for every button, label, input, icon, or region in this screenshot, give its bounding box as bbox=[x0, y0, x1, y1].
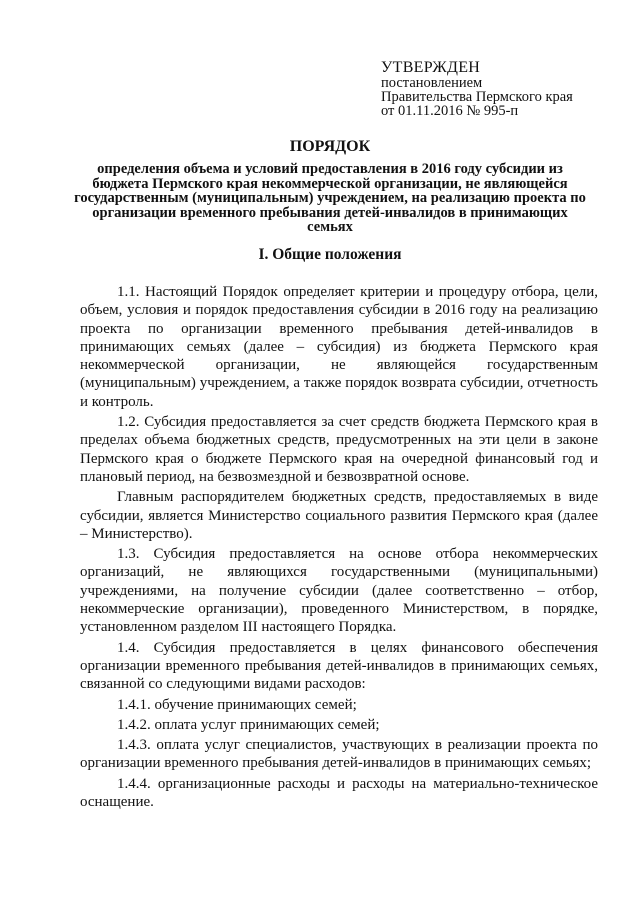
paragraph-1-4-4: 1.4.4. организационные расходы и расходы на материально-техническое оснащение. bbox=[80, 775, 598, 811]
approval-line-2: Правительства Пермского края bbox=[381, 89, 573, 105]
paragraph-1-1: 1.1. Настоящий Порядок определяет критерии и процедуру отбора, цели, объем, условия и порядок предоставления субсидии в 2016 году на реализацию проекта по организации временного пребывания детей-инвалидов в принимающих семьях (далее – субсидия) из бюджета Пермского края некоммерческой организации, не являющейся государственным (муниципальным) учреждением, а также порядок возврата субсидии, отчетность и контроль. bbox=[80, 284, 598, 410]
paragraph-1-2: 1.2. Субсидия предоставляется за счет средств бюджета Пермского края в пределах объема бюджетных средств, предусмотренных на эти цели в законе Пермского края о бюджете Пермского края на очередной финансовый год и плановый период, на безвозмездной и безвозвратной основе. bbox=[80, 414, 598, 485]
paragraph-1-4-2: 1.4.2. оплата услуг принимающих семей; bbox=[117, 716, 380, 733]
paragraph-1-4-1: 1.4.1. обучение принимающих семей; bbox=[117, 696, 357, 713]
document-body bbox=[80, 283, 598, 813]
document-subtitle: определения объема и условий предоставления в 2016 году субсидии из бюджета Пермского края некоммерческой организации, не являющейся государственным (муниципальным) учреждением, на реализацию проекта по организации временного пребывания детей-инвалидов в принимающих семьях bbox=[74, 161, 586, 236]
document-title: ПОРЯДОК bbox=[289, 138, 371, 155]
approval-line-3: от 01.11.2016 № 995-п bbox=[381, 103, 519, 119]
paragraph-1-4-3: 1.4.3. оплата услуг специалистов, участвующих в реализации проекта по организации временного пребывания детей-инвалидов в принимающих семьях; bbox=[80, 737, 598, 772]
approval-line-1: постановлением bbox=[381, 75, 483, 91]
paragraph-1-4: 1.4. Субсидия предоставляется в целях финансового обеспечения организации временного пребывания детей-инвалидов в принимающих семьях, связанной со следующими видами расходов: bbox=[80, 639, 598, 693]
paragraph-chief-administrator: Главным распорядителем бюджетных средств, предоставляемых в виде субсидии, является Министерство социального развития Пермского края (далее – Министерство). bbox=[80, 489, 598, 542]
approval-stamp bbox=[381, 60, 573, 118]
approval-heading: УТВЕРЖДЕН bbox=[381, 59, 481, 76]
paragraph-1-3: 1.3. Субсидия предоставляется на основе отбора некоммерческих организаций, не являющихся государственными (муниципальными) учреждениями, на получение субсидии (далее соответственно – отбор, некоммерческие организации), проведенного Министерством, в порядке, установленном разделом III настоящего Порядка. bbox=[80, 546, 598, 636]
section-title: I. Общие положения bbox=[258, 246, 402, 263]
